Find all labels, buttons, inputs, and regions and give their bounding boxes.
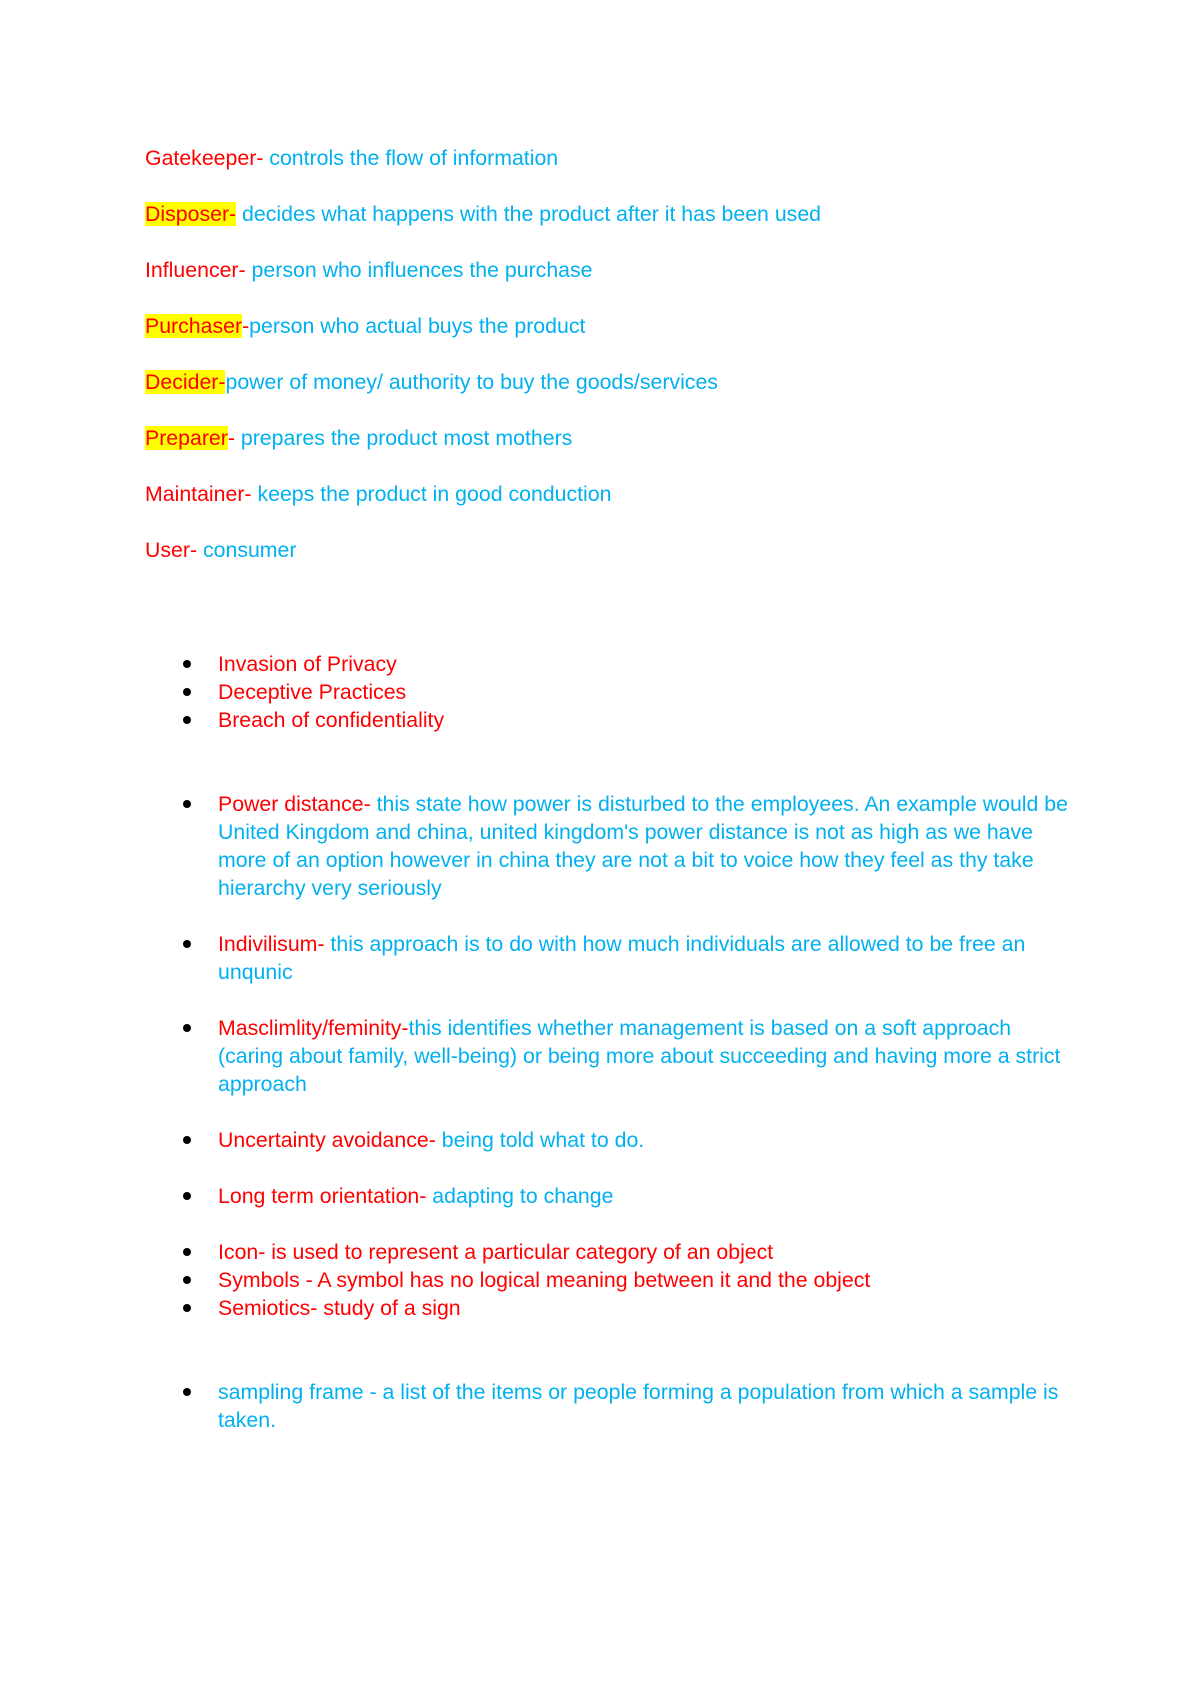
- role-influencer: [145, 256, 593, 284]
- culture-list: [0, 790, 1070, 902]
- role-purchaser: [145, 312, 585, 340]
- bullet-icon: [183, 1304, 191, 1312]
- role-gatekeeper: [145, 144, 558, 172]
- list-item: [0, 1266, 1070, 1294]
- role-definition: controls the flow of information: [263, 146, 559, 170]
- culture-list: [0, 1014, 1070, 1098]
- culture-list: [0, 930, 1070, 986]
- role-term: Preparer: [145, 426, 228, 450]
- list-item-definition: adapting to change: [426, 1184, 614, 1208]
- sampling-list: [0, 1378, 1070, 1434]
- role-definition: prepares the product most mothers: [234, 426, 573, 450]
- list-item-term: Indivilisum-: [218, 932, 325, 956]
- bullet-icon: [183, 1388, 191, 1396]
- list-item: [0, 1294, 1070, 1322]
- ethics-list: [0, 650, 1070, 734]
- role-definition: consumer: [197, 538, 297, 562]
- bullet-icon: [183, 1024, 191, 1032]
- role-definition: person who influences the purchase: [245, 258, 593, 282]
- list-item: [0, 1378, 1070, 1434]
- bullet-icon: [183, 1136, 191, 1144]
- list-item-text: Symbols - A symbol has no logical meaning between it and the object: [218, 1268, 871, 1292]
- list-item-term: Long term orientation-: [218, 1184, 427, 1208]
- list-item-definition: being told what to do.: [435, 1128, 645, 1152]
- semiotics-list: [0, 1238, 1070, 1322]
- role-term: Decider-: [145, 370, 226, 394]
- bullet-icon: [183, 688, 191, 696]
- list-item-definition: this identifies whether management is based on a soft approach (caring about family, well-being) or being more about succeeding and having more a strict approach: [218, 1016, 1061, 1096]
- bullet-icon: [183, 940, 191, 948]
- bullet-icon: [183, 1276, 191, 1284]
- role-definition: decides what happens with the product after it has been used: [236, 202, 822, 226]
- role-definition: power of money/ authority to buy the goods/services: [225, 370, 718, 394]
- list-item-text: Icon- is used to represent a particular category of an object: [218, 1240, 774, 1264]
- list-item-definition: this approach is to do with how much individuals are allowed to be free an unqunic: [218, 932, 1026, 984]
- role-term: Maintainer-: [145, 482, 252, 506]
- list-item-term: Masclimlity/feminity-: [218, 1016, 409, 1040]
- role-decider: [145, 368, 718, 396]
- list-item-text: Semiotics- study of a sign: [218, 1296, 461, 1320]
- list-item: [0, 1126, 1070, 1154]
- list-item-text: sampling frame - a list of the items or people forming a population from which a sample is taken.: [218, 1380, 1059, 1432]
- role-maintainer: [145, 480, 611, 508]
- role-term-suffix: -: [242, 314, 250, 338]
- list-item: [0, 930, 1070, 986]
- list-item: [0, 650, 1070, 678]
- bullet-icon: [183, 800, 191, 808]
- list-item: [0, 1238, 1070, 1266]
- bullet-icon: [183, 660, 191, 668]
- role-definition: keeps the product in good conduction: [251, 482, 612, 506]
- list-item: [0, 790, 1070, 902]
- bullet-icon: [183, 1192, 191, 1200]
- role-term: Purchaser: [145, 314, 243, 338]
- culture-list: [0, 1126, 1070, 1154]
- list-item-text: Deceptive Practices: [218, 680, 407, 704]
- bullet-icon: [183, 1248, 191, 1256]
- list-item: [0, 706, 1070, 734]
- culture-list: [0, 1182, 1070, 1210]
- bullet-icon: [183, 716, 191, 724]
- list-item: [0, 678, 1070, 706]
- role-term-suffix: -: [227, 426, 235, 450]
- role-term: Gatekeeper-: [145, 146, 264, 170]
- list-item: [0, 1014, 1070, 1098]
- role-disposer: [145, 200, 821, 228]
- list-item-text: Invasion of Privacy: [218, 652, 397, 676]
- role-term: Influencer-: [145, 258, 246, 282]
- list-item-term: Uncertainty avoidance-: [218, 1128, 436, 1152]
- role-preparer: [145, 424, 572, 452]
- list-item-definition: this state how power is disturbed to the employees. An example would be United Kingdom and china, united kingdom's power distance is not as high as we have more of an option however in china they are not a bit to voice how they feel as thy take hierarchy very seriously: [218, 792, 1068, 900]
- role-definition: person who actual buys the product: [249, 314, 586, 338]
- list-item: [0, 1182, 1070, 1210]
- role-user: [145, 536, 297, 564]
- list-item-term: Power distance-: [218, 792, 371, 816]
- list-item-text: Breach of confidentiality: [218, 708, 445, 732]
- role-term: User-: [145, 538, 198, 562]
- role-term: Disposer-: [145, 202, 237, 226]
